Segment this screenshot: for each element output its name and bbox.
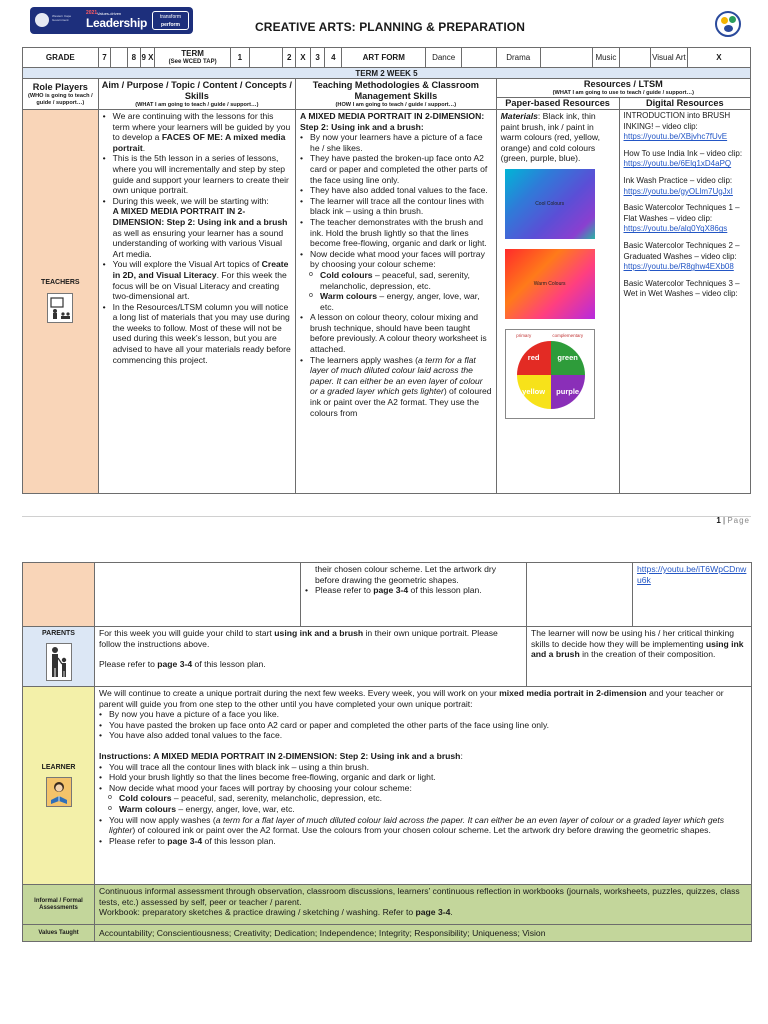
- learner-bullet-1: • By now you have a picture of a face you like.: [99, 709, 747, 720]
- drama-label: Drama: [496, 48, 540, 68]
- digital-3-link[interactable]: https://youtu.be/gyOLlm7UgJxI: [623, 186, 733, 196]
- digital-5-text: Basic Watercolor Techniques 2 – Graduated Washes – video clip:: [623, 240, 740, 261]
- document-title: CREATIVE ARTS: PLANNING & PREPARATION: [255, 20, 525, 34]
- grade-8: 8: [128, 48, 141, 68]
- term-label: TERM (See WCED TAP): [155, 48, 231, 68]
- learner-warm-colours: o Warm colours – energy, anger, love, war, etc.: [99, 804, 747, 815]
- teacher-icon: [47, 293, 73, 323]
- method-bullet-7: • A lesson on colour theory, colour mixing and brush technique, should have been taught before previously. A colour theory worksheet is attached.: [300, 312, 492, 354]
- parent-child-icon: [46, 643, 72, 681]
- parents-content-cell: [95, 627, 527, 687]
- page-footer-rule: [22, 516, 751, 517]
- aim-bullet-4: • You will explore the Visual Art topics of Create in 2D, and Visual Literacy. For this week the focus will be on Visual Literacy and creating two-dimensional art.: [103, 259, 291, 301]
- learning-logo-icon: [715, 11, 741, 37]
- teachers-aim-cell: [98, 110, 295, 494]
- logo-badge: [152, 11, 189, 30]
- parents-right-text: The learner will now be using his / her critical thinking skills to decide how they will be implementing using ink and a brush in the creation of their composition.: [531, 628, 744, 660]
- aim-bullet-5: • In the Resources/LTSM column you will notice a long list of materials that you may use during the weeks to follow. Most of these will not be used during this week’s lesson, but you are advised to have all your materials ready before commencing this project.: [103, 302, 291, 366]
- learner-label: LEARNER: [41, 763, 76, 771]
- parents-label: PARENTS: [42, 630, 75, 637]
- method-bullet-2: • They have pasted the broken-up face onto A2 card or paper and completed the other parts of the face using line only.: [300, 153, 492, 185]
- colour-wheel: [517, 341, 585, 409]
- methodology-header: Teaching Methodologies & Classroom Management Skills (HOW I am going to teach / guide / support…): [296, 79, 497, 110]
- learner-step-3: • Now decide what mood your faces will portray by choosing your colour scheme:: [99, 783, 747, 794]
- assessment-content: [95, 885, 752, 925]
- paper-resources-header: Paper-based Resources: [496, 98, 619, 110]
- method-continuation: their chosen colour scheme. Let the artwork dry before drawing the geometric shapes.: [315, 564, 497, 585]
- aim-bullet-2: • This is the 5th lesson in a series of lessons, where you will incrementally and step by step guide and support your learners to create their own unique portrait.: [103, 153, 291, 195]
- method-heading: A MIXED MEDIA PORTRAIT IN 2-DIMENSION: Step 2: Using ink and a brush:: [300, 111, 485, 132]
- learner-bullet-3: • You have also added tonal values to the face.: [99, 730, 747, 741]
- term-1: 1: [230, 48, 249, 68]
- teachers-method-cell-cont: [301, 563, 527, 627]
- dance-mark: [461, 48, 496, 68]
- method-cold-colours: o Cold colours – peaceful, sad, serenity, melancholic, depression, etc.: [300, 270, 492, 291]
- wheel-yellow: yellow: [517, 375, 551, 409]
- learner-role-cell: [23, 687, 95, 885]
- digital-3-text: Ink Wash Practice – video clip:: [623, 175, 733, 185]
- learner-step-2: • Hold your brush lightly so that the lines become free-flowing, organic and dark or light.: [99, 772, 747, 783]
- method-bullet-9: • Please refer to page 3-4 of this lesson plan.: [305, 585, 522, 596]
- method-warm-colours: o Warm colours – energy, anger, love, war, etc.: [300, 291, 492, 312]
- wheel-purple: purple: [551, 375, 585, 409]
- government-seal-icon: [35, 13, 49, 27]
- logo-badge-line1: transform: [159, 14, 182, 20]
- logo-tag: Values-driven: [97, 11, 122, 16]
- teachers-label: TEACHERS: [41, 279, 80, 287]
- learner-cold-colours: o Cold colours – peaceful, sad, serenity, melancholic, depression, etc.: [99, 793, 747, 804]
- learner-instructions-heading: Instructions: A MIXED MEDIA PORTRAIT IN 2-DIMENSION: Step 2: Using ink and a brush:: [99, 750, 463, 761]
- term-1-mark: [249, 48, 283, 68]
- digital-5-link[interactable]: https://youtu.be/R8ghw4EXb08: [623, 262, 734, 272]
- digital-resources-header: Digital Resources: [619, 98, 750, 110]
- method-bullet-5: • The teacher demonstrates with the brush and ink. Hold the brush lightly so that the lines become free-flowing, organic and dark or light.: [300, 217, 492, 249]
- drama-mark: [540, 48, 593, 68]
- dance-label: Dance: [426, 48, 462, 68]
- digital-6-text: Basic Watercolor Techniques 3 – Wet in Wet Washes – video clip:: [623, 278, 740, 299]
- learner-bullet-2: • You have pasted the broken up face onto A2 card or paper and completed the other parts of the face using line only.: [99, 720, 747, 731]
- grade-9-mark: X: [148, 53, 154, 62]
- resources-header: Resources / LTSM (WHAT I am going to use to teach / guide / support…): [496, 79, 750, 98]
- teachers-aim-cell-cont: [95, 563, 301, 627]
- grade-9: 9 X: [140, 48, 155, 68]
- wced-leadership-logo: [30, 7, 193, 34]
- method-bullet-6: • Now decide what mood your faces will portray by choosing your colour scheme:: [300, 249, 492, 270]
- learner-step-1: • You will trace all the contour lines with black ink – using a thin brush.: [99, 762, 747, 773]
- method-bullet-4: • The learner will trace all the contour lines with black ink – using a thin brush.: [300, 196, 492, 217]
- music-label: Music: [593, 48, 619, 68]
- assessment-label: Informal / Formal Assessments: [23, 885, 95, 925]
- aim-bullet-3: • During this week, we will be starting with: A MIXED MEDIA PORTRAIT IN 2-DIMENSION: Step 2: Using ink and a brush as well as ensuring your learner has a sound understanding of working with various Visual Art media.: [103, 196, 291, 260]
- music-mark: [619, 48, 651, 68]
- digital-1-link[interactable]: https://youtu.be/XBjvhc7fUvE: [623, 132, 728, 142]
- logo-small-text: Western Cape Government: [52, 14, 72, 22]
- grade-7: 7: [98, 48, 111, 68]
- page-number: 1 | Page: [716, 516, 750, 525]
- parents-role-cell: [23, 627, 95, 687]
- term-3: 3: [310, 48, 325, 68]
- method-bullet-8: • The learners apply washes (a term for a flat layer of much diluted colour laid across the paper. It can either be an even layer of colour or a graded layer which gets lighter) of coloured ink or paint over the A2 format. They use the colours from: [300, 355, 492, 419]
- parents-para-1: For this week you will guide your child to start using ink and a brush in their own unique portrait. Please follow the instructions above.: [99, 628, 498, 649]
- materials-text: Materials: Black ink, thin paint brush, ink / paint in warm colours (red, yellow, orange) and cold colours (green, purple, blue).: [500, 111, 600, 164]
- parents-para-2: Please refer to page 3-4 of this lesson plan.: [99, 659, 266, 670]
- learner-step-4: • You will now apply washes (a term for a flat layer of much diluted colour laid across the paper. It can either be an even layer of colour or a graded layer which gets lighter) of coloured ink or paint over the A2 format. Use the colours from your chosen colour scheme. Let the artwork dry before drawing the geometric shapes.: [99, 815, 747, 836]
- digital-2-link[interactable]: https://youtu.be/6Elq1xD4aPQ: [623, 159, 732, 169]
- lesson-plan-table-page1: [22, 47, 751, 494]
- wheel-red: red: [517, 341, 551, 375]
- warm-colours-swatch: Warm Colours: [505, 249, 595, 319]
- grade-7-mark: [111, 48, 128, 68]
- learner-intro: We will continue to create a unique portrait during the next few weeks. Every week, you will work on your mixed media portrait in 2-dimension and your teacher or parent will guide you from one step to the other until you have completed your own unique portrait:: [99, 688, 724, 709]
- method-bullet-1: • By now your learners have a picture of a face he / she likes.: [300, 132, 492, 153]
- teachers-method-cell: [296, 110, 497, 494]
- digital-6-link[interactable]: https://youtu.be/iT6WpCDnwu6k: [637, 564, 747, 585]
- lesson-plan-table-page2: [22, 562, 752, 942]
- term-2: 2: [283, 48, 296, 68]
- digital-4-link[interactable]: https://youtu.be/alq0YqX86gs: [623, 224, 728, 234]
- wheel-green: green: [551, 341, 585, 375]
- parents-right-cell: [527, 627, 752, 687]
- digital-2-text: How To use India Ink – video clip:: [623, 148, 743, 158]
- method-bullet-3: • They have also added tonal values to the face.: [300, 185, 492, 196]
- teachers-role-cell-cont: [23, 563, 95, 627]
- term-2-mark: X: [296, 48, 311, 68]
- teachers-paper-cell-cont: [527, 563, 633, 627]
- values-content: Accountability; Conscientiousness; Creativity; Dedication; Independence; Integrity; Responsibility; Uniqueness; Vision: [95, 925, 752, 942]
- teachers-digital-cell: [619, 110, 750, 494]
- learner-step-5: • Please refer to page 3-4 of this lesson plan.: [99, 836, 747, 847]
- values-label: Values Taught: [23, 925, 95, 942]
- teachers-paper-cell: [496, 110, 619, 494]
- visual-art-mark: X: [687, 48, 750, 68]
- aim-bullet-1: • We are continuing with the lessons for this term where your learners will be guided by you to develop a FACES OF ME: A mixed media portrait.: [103, 111, 291, 153]
- visual-art-label: Visual Art: [651, 48, 688, 68]
- assessment-line-1: Continuous informal assessment through observation, classroom discussions, learners’ continuous reflection in workbooks (journals, worksheets, puzzles, quizzes, class tests, etc.) assessed by self, peer or teacher / parent.: [99, 886, 740, 907]
- logo-year: 2021: [86, 10, 98, 16]
- digital-4-text: Basic Watercolor Techniques 1 – Flat Washes – video clip:: [623, 203, 740, 223]
- aim-header: Aim / Purpose / Topic / Content / Concepts / Skills (WHAT I am going to teach / guide / support…): [98, 79, 295, 110]
- logo-main-text: Leadership: [86, 16, 148, 30]
- role-players-header: Role Players (WHO is going to teach / guide / support…): [23, 79, 99, 110]
- colour-wheel-image: primary complementary red green yellow purple: [505, 329, 595, 419]
- artform-label: ART FORM: [342, 48, 426, 68]
- learner-reading-icon: [46, 777, 72, 807]
- grade-label: GRADE: [23, 48, 99, 68]
- term-4: 4: [325, 48, 342, 68]
- cool-colours-swatch: Cool Colours: [505, 169, 595, 239]
- teachers-role-cell: [23, 110, 99, 494]
- logo-badge-line2: perform: [161, 22, 180, 28]
- term-week-banner: TERM 2 WEEK 5: [23, 68, 751, 79]
- assessment-line-2: Workbook: preparatory sketches & practice drawing / sketching / washing. Refer to page 3-4.: [99, 907, 453, 918]
- term-sub: (See WCED TAP): [168, 58, 217, 65]
- digital-1-text: INTRODUCTION into BRUSH INKING! – video clip:: [623, 111, 731, 131]
- learner-content-cell: [95, 687, 752, 885]
- teachers-digital-cell-cont: [633, 563, 752, 627]
